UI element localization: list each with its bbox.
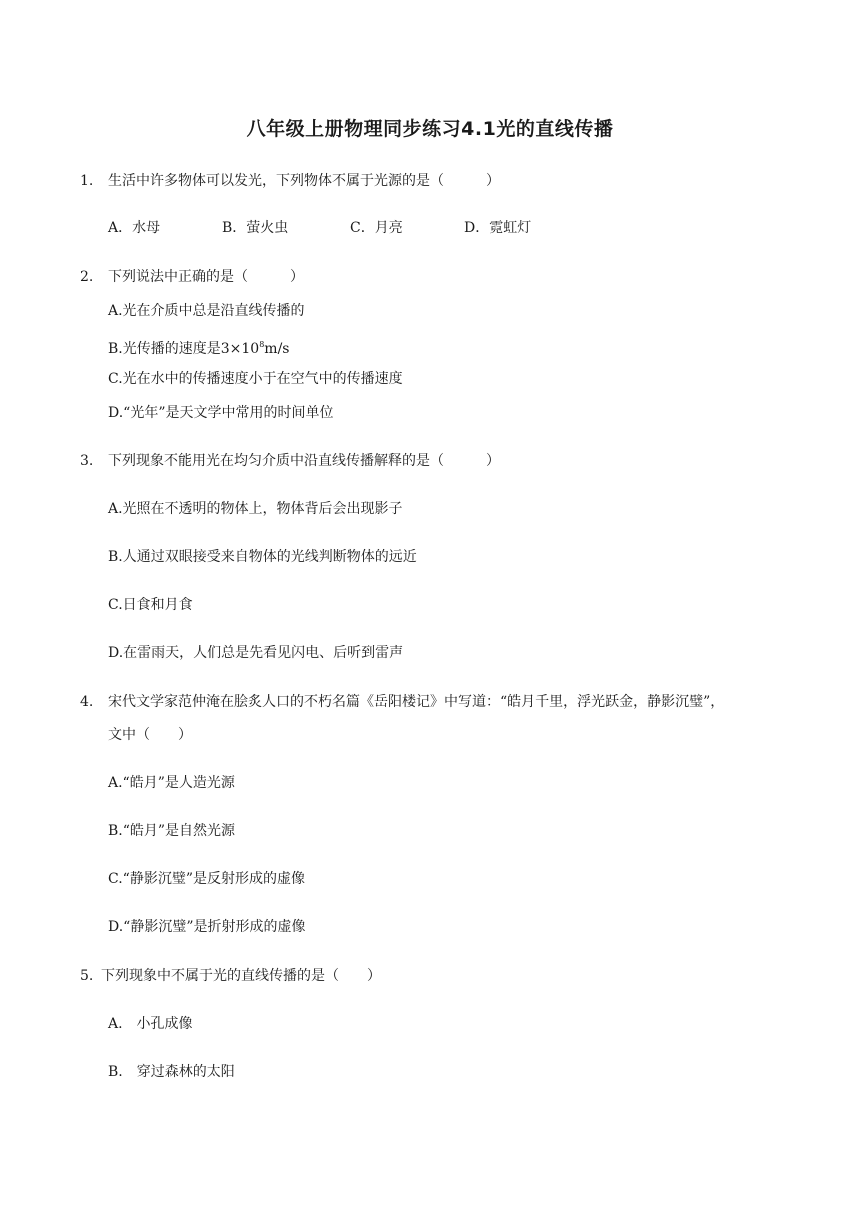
question-3-option-b: B.人通过双眼接受来自物体的光线判断物体的远近 bbox=[108, 549, 417, 565]
question-1-option-a: A．水母 bbox=[108, 220, 161, 236]
question-1-option-b: B．萤火虫 bbox=[222, 220, 289, 236]
question-2-number: 2. bbox=[80, 269, 94, 285]
question-3-option-a: A.光照在不透明的物体上，物体背后会出现影子 bbox=[108, 501, 403, 517]
question-2-option-b-unit: m/s bbox=[264, 341, 290, 357]
question-4-option-d: D.“静影沉璧”是折射形成的虚像 bbox=[108, 919, 306, 935]
document-title: 八年级上册物理同步练习4.1光的直线传播 bbox=[246, 118, 614, 140]
question-2-option-b-exponent: 8 bbox=[259, 340, 265, 349]
question-3-stem: 下列现象不能用光在均匀介质中沿直线传播解释的是（ ） bbox=[108, 453, 500, 469]
question-4-option-c: C.“静影沉璧”是反射形成的虚像 bbox=[108, 871, 305, 887]
question-4-stem-line-1: 宋代文学家范仲淹在脍炙人口的不朽名篇《岳阳楼记》中写道：“皓月千里，浮光跃金，静影沉璧”， bbox=[108, 694, 725, 710]
question-2-option-d: D.“光年”是天文学中常用的时间单位 bbox=[108, 405, 334, 421]
question-3-option-d: D.在雷雨天，人们总是先看见闪电、后听到雷声 bbox=[108, 645, 404, 661]
question-5-option-b: B. 穿过森林的太阳 bbox=[108, 1064, 235, 1080]
question-5-option-a: A. 小孔成像 bbox=[108, 1016, 193, 1032]
question-1-number: 1. bbox=[80, 173, 94, 189]
question-5-stem: 下列现象中不属于光的直线传播的是（ ） bbox=[101, 968, 381, 984]
question-4-option-b: B.“皓月”是自然光源 bbox=[108, 823, 236, 839]
question-2-option-c: C.光在水中的传播速度小于在空气中的传播速度 bbox=[108, 371, 403, 387]
question-3-number: 3. bbox=[80, 453, 94, 469]
question-1-option-c: C．月亮 bbox=[350, 220, 403, 236]
question-2-option-b-text: B.光传播的速度是3×10 bbox=[108, 341, 260, 357]
question-5-number: 5. bbox=[80, 968, 94, 984]
question-1-stem: 生活中许多物体可以发光，下列物体不属于光源的是（ ） bbox=[108, 173, 500, 189]
question-1-option-d: D．霓虹灯 bbox=[464, 220, 532, 236]
question-4-stem-line-2: 文中（ ） bbox=[108, 727, 192, 743]
question-2-stem: 下列说法中正确的是（ ） bbox=[108, 269, 304, 285]
question-2-option-b bbox=[108, 335, 289, 359]
question-4-option-a: A.“皓月”是人造光源 bbox=[108, 775, 235, 791]
question-2-option-a: A.光在介质中总是沿直线传播的 bbox=[108, 303, 305, 319]
question-3-option-c: C.日食和月食 bbox=[108, 597, 193, 613]
question-4-number: 4. bbox=[80, 694, 94, 710]
